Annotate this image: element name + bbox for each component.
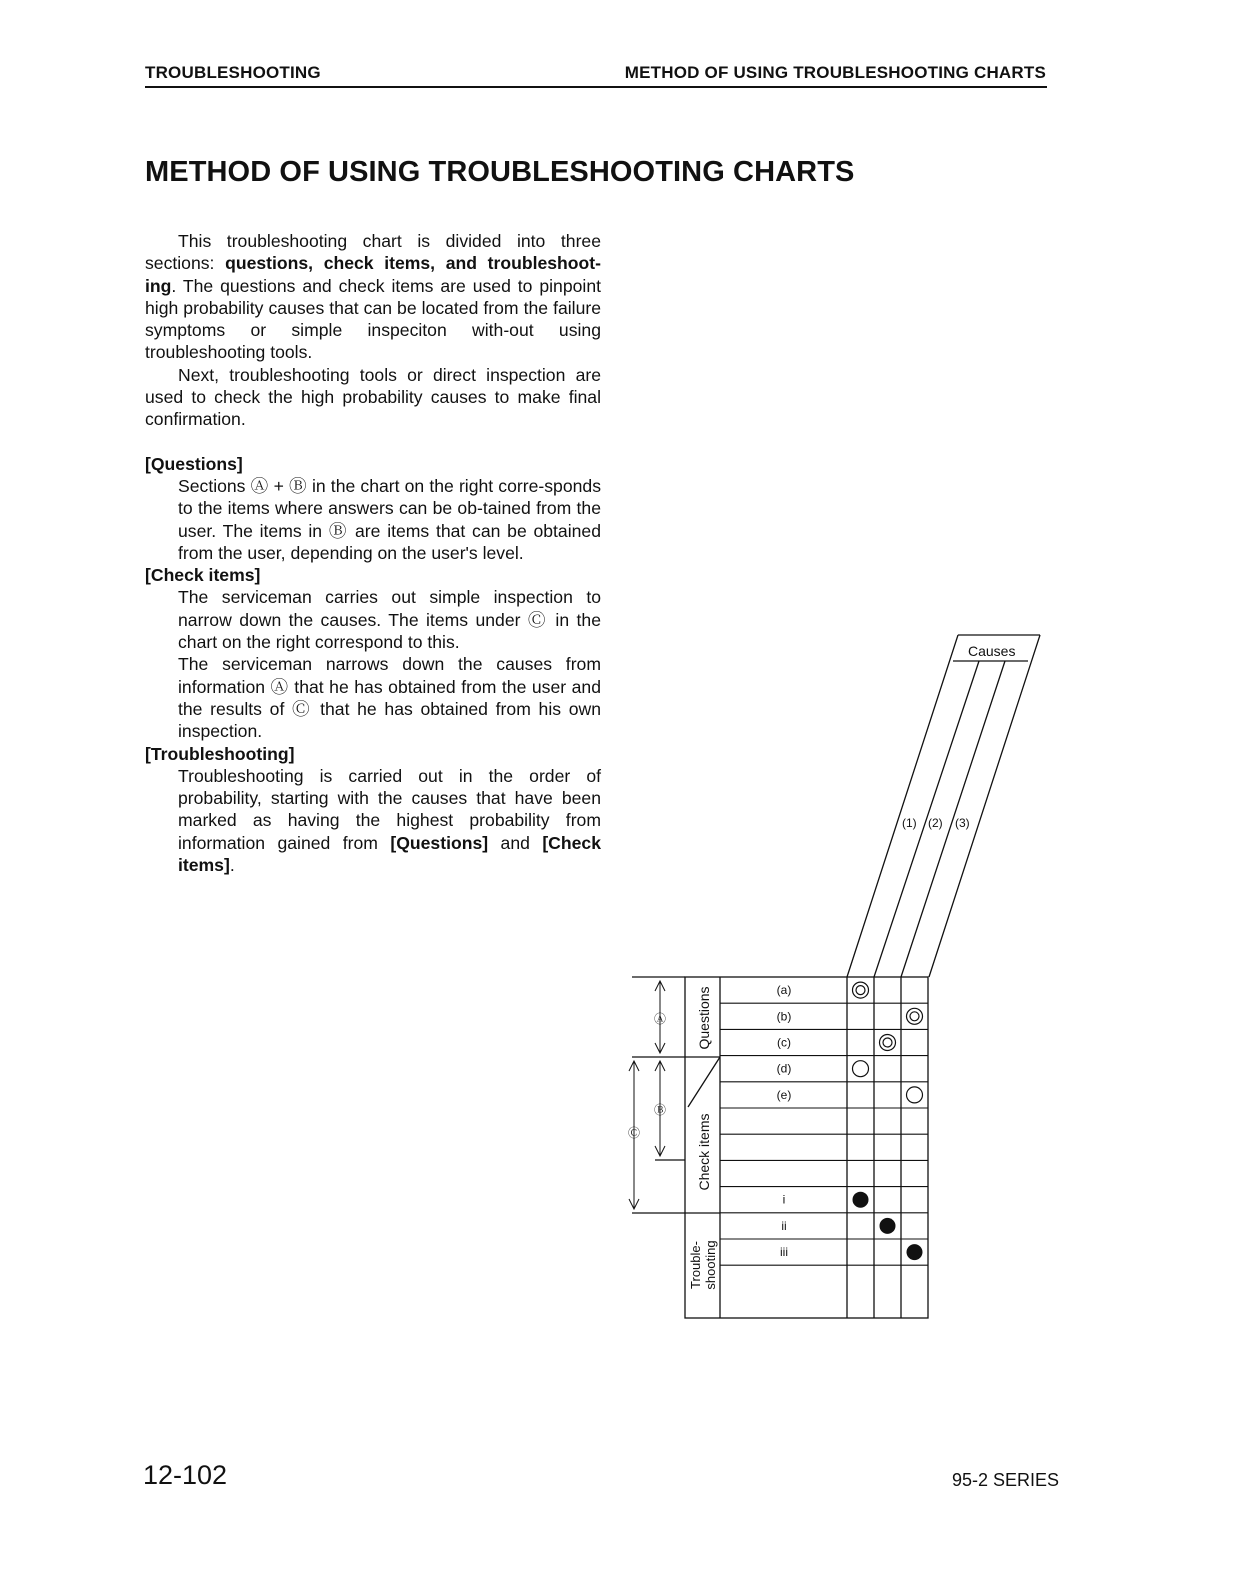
troubleshooting-text — [145, 765, 601, 876]
chart-grid — [632, 977, 928, 1318]
row-label: ii — [781, 1218, 787, 1233]
check-items-heading: [Check items] — [145, 565, 261, 586]
questions-heading: [Questions] — [145, 453, 243, 474]
intro-bold: questions, check items, and troubleshoot-ing — [145, 253, 601, 296]
mark-double-circle — [853, 982, 869, 998]
causes-label: Causes — [968, 643, 1016, 659]
troubleshooting-text-b: and — [488, 832, 543, 853]
row-labels — [777, 983, 792, 1259]
cause-label-1: (1) — [902, 816, 917, 830]
page-number: 12-102 — [143, 1460, 228, 1490]
mark-double-circle — [880, 1035, 896, 1051]
section-label-troubleshooting-1: Trouble- — [688, 1241, 703, 1289]
mark-double-circle-inner — [883, 1038, 892, 1047]
header-section-title: TROUBLESHOOTING — [145, 63, 321, 82]
cause-label-2: (2) — [928, 816, 943, 830]
bracket-label-c: Ⓒ — [628, 1126, 641, 1140]
mark-circle — [907, 1087, 923, 1103]
section-label-troubleshooting-2: shooting — [703, 1240, 718, 1290]
mark-double-circle-inner — [910, 1012, 919, 1021]
intro-paragraph-2: Next, troubleshooting tools or direct inspection are used to check the high probability causes to make final confirmation. — [145, 364, 601, 430]
row-label: (e) — [776, 1087, 792, 1102]
mark-double-circle-inner — [856, 986, 865, 995]
header-page-title: METHOD OF USING TROUBLESHOOTING CHARTS — [624, 63, 1046, 82]
troubleshooting-text-a: Troubleshooting is carried out in the order of probability, starting with the causes that have been marked as having the highest probability from information gained from — [178, 765, 601, 853]
troubleshooting-heading: [Troubleshooting] — [145, 743, 295, 764]
mark-double-circle — [907, 1008, 923, 1024]
row-marks — [853, 982, 923, 1260]
row-label: (a) — [776, 983, 792, 998]
section-label-questions: Questions — [696, 986, 712, 1050]
row-label: (b) — [776, 1009, 792, 1024]
row-label: (d) — [776, 1061, 792, 1076]
troubleshooting-chart-diagram — [610, 625, 1050, 1325]
section-label-check-items: Check items — [696, 1113, 712, 1191]
troubleshooting-text-c: . — [229, 855, 235, 876]
mark-circle — [853, 1061, 869, 1077]
series-label: 95-2 SERIES — [952, 1470, 1060, 1490]
bracket-label-a: Ⓐ — [654, 1012, 667, 1026]
mark-dot — [907, 1244, 923, 1260]
troubleshooting-bold-check-items: [Check items] — [178, 832, 601, 876]
questions-text: Sections Ⓐ + Ⓑ in the chart on the right corre-sponds to the items where answers can be ob-tained from the user. The items in Ⓑ are items that can be obtained from the user, depending on the user's level. — [178, 475, 601, 563]
row-lines — [720, 1003, 928, 1265]
body-text — [145, 230, 601, 876]
intro-text-a: This troubleshooting chart is divided into three sections: — [145, 231, 601, 274]
mark-dot — [880, 1218, 896, 1234]
mark-dot — [853, 1192, 869, 1208]
intro-paragraph-1 — [145, 230, 601, 364]
row-label: (c) — [777, 1035, 791, 1050]
causes-header — [847, 635, 1040, 977]
troubleshooting-bold-questions: [Questions] — [390, 832, 489, 853]
intro-text-b: . The questions and check items are used to pinpoint high probability causes that can be located from the failure symptoms or simple inspeciton with-out using troubleshooting tools. — [145, 275, 601, 363]
row-label: i — [782, 1192, 786, 1207]
page-title: METHOD OF USING TROUBLESHOOTING CHARTS — [145, 156, 855, 188]
check-items-text-2: The serviceman narrows down the causes from information Ⓐ that he has obtained from the user and the results of Ⓒ that he has obtained from his own inspection. — [178, 654, 601, 742]
row-label: iii — [780, 1245, 788, 1260]
bracket-label-b: Ⓑ — [654, 1103, 667, 1117]
check-items-text-1: The serviceman carries out simple inspection to narrow down the causes. The items under Ⓒ in the chart on the right correspond to this. — [178, 587, 601, 653]
header-rule — [145, 86, 1047, 88]
cause-label-3: (3) — [955, 816, 970, 830]
